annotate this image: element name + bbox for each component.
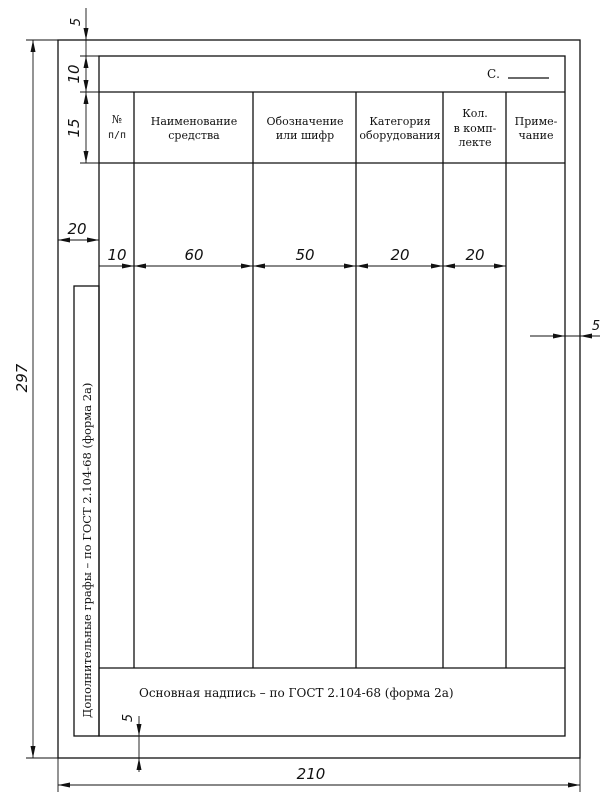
arrowhead xyxy=(134,264,146,269)
stamp-text: Основная надпись – по ГОСТ 2.104-68 (форма 2а) xyxy=(139,686,454,700)
dim-bottom-margin: 5 xyxy=(121,713,136,723)
side-column-text: Дополнительные графы – по ГОСТ 2.104-68 (форма 2а) xyxy=(80,382,94,718)
arrowhead xyxy=(553,334,565,339)
header-line: № xyxy=(111,113,123,126)
arrowhead xyxy=(494,264,506,269)
arrowhead xyxy=(84,92,89,104)
arrowhead xyxy=(443,264,455,269)
arrowhead xyxy=(137,758,142,770)
header-line: Обозначение xyxy=(266,115,344,128)
dim-col-designation: 50 xyxy=(295,246,315,264)
dim-top-margin: 5 xyxy=(69,17,84,27)
arrowhead xyxy=(568,783,580,788)
dim-col-no: 10 xyxy=(107,246,127,264)
dim-sheet-height: 297 xyxy=(13,363,31,393)
arrowhead xyxy=(137,724,142,736)
arrowhead xyxy=(31,40,36,52)
dim-col-category: 20 xyxy=(390,246,410,264)
header-line: оборудования xyxy=(359,129,441,142)
header-line: Наименование xyxy=(150,115,238,128)
header-line: п/п xyxy=(107,130,127,141)
arrowhead xyxy=(84,28,89,40)
arrowhead xyxy=(84,56,89,68)
header-line: в комп- xyxy=(453,122,497,135)
header-note xyxy=(515,115,558,142)
header-line: чание xyxy=(518,129,554,142)
arrowhead xyxy=(58,238,70,243)
arrowhead xyxy=(87,238,99,243)
header-designation xyxy=(266,115,343,142)
dim-col-quantity: 20 xyxy=(465,246,485,264)
header-line: Кол. xyxy=(462,107,488,120)
dim-title-row: 10 xyxy=(65,64,83,84)
arrowhead xyxy=(84,80,89,92)
header-line: лекте xyxy=(458,136,492,149)
dim-col-name: 60 xyxy=(184,246,204,264)
page-number-label: С. xyxy=(487,67,500,81)
header-quantity xyxy=(454,107,497,149)
inner-frame xyxy=(99,56,565,736)
arrowhead xyxy=(31,746,36,758)
arrowhead xyxy=(241,264,253,269)
header-name xyxy=(151,115,237,142)
dim-sheet-width: 210 xyxy=(296,765,326,783)
header-line: средства xyxy=(168,129,220,142)
header-category xyxy=(359,115,440,142)
dim-header-row: 15 xyxy=(65,118,83,138)
arrowhead xyxy=(58,783,70,788)
arrowhead xyxy=(431,264,443,269)
header-line: или шифр xyxy=(275,129,335,142)
arrowhead xyxy=(122,264,134,269)
dim-right-margin: 5 xyxy=(591,319,601,334)
arrowhead xyxy=(84,151,89,163)
arrowhead xyxy=(253,264,265,269)
arrowhead xyxy=(356,264,368,269)
dim-left-margin: 20 xyxy=(67,220,87,238)
header-line: Приме- xyxy=(514,115,558,128)
arrowhead xyxy=(580,334,592,339)
sheet-border xyxy=(58,40,580,758)
arrowhead xyxy=(344,264,356,269)
header-no xyxy=(108,113,126,141)
header-line: Категория xyxy=(369,115,431,128)
